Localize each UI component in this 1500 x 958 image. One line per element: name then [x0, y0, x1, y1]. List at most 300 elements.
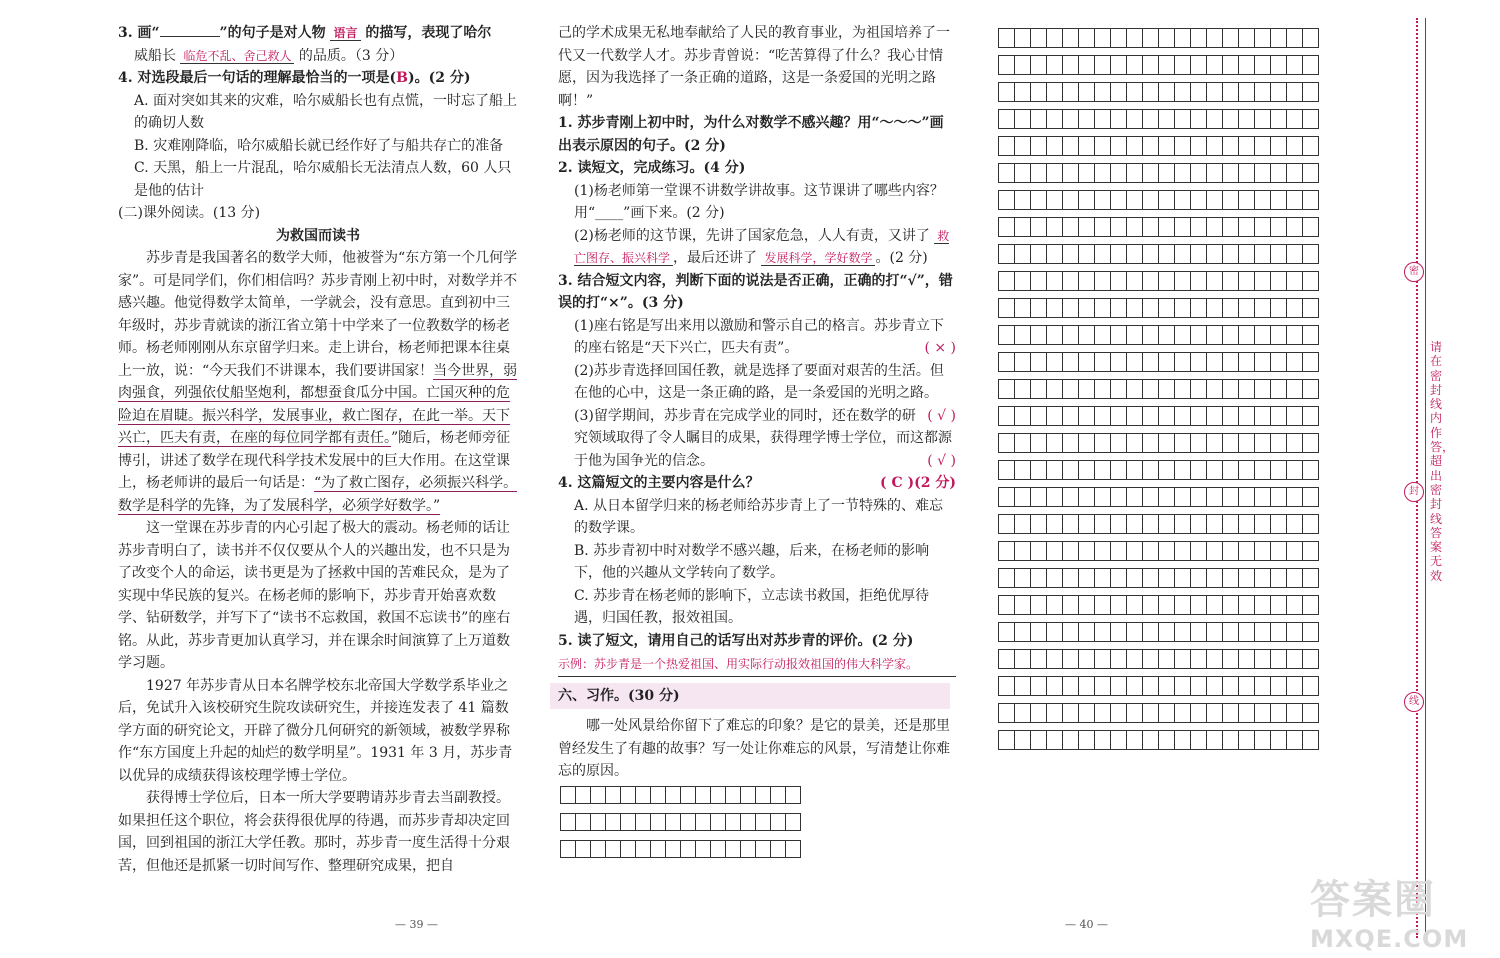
grid-cell[interactable]: [1031, 110, 1047, 129]
grid-cell[interactable]: [1159, 542, 1175, 561]
grid-cell[interactable]: [1063, 461, 1079, 480]
grid-cell[interactable]: [1031, 407, 1047, 426]
grid-cell[interactable]: [1047, 596, 1063, 615]
grid-cell[interactable]: [1239, 488, 1255, 507]
grid-cell[interactable]: [1047, 29, 1063, 48]
grid-cell[interactable]: [1143, 515, 1159, 534]
grid-cell[interactable]: [1079, 677, 1095, 696]
grid-cell[interactable]: [1191, 218, 1207, 237]
grid-cell[interactable]: [1015, 137, 1031, 156]
grid-cell[interactable]: [1063, 623, 1079, 642]
grid-cell[interactable]: [999, 569, 1015, 588]
grid-cell[interactable]: [1047, 245, 1063, 264]
grid-cell[interactable]: [1255, 137, 1271, 156]
grid-cell[interactable]: [1303, 569, 1319, 588]
grid-cell[interactable]: [1255, 623, 1271, 642]
grid-cell[interactable]: [1159, 731, 1175, 750]
grid-cell[interactable]: [1079, 83, 1095, 102]
grid-cell[interactable]: [1239, 731, 1255, 750]
grid-cell[interactable]: [1047, 164, 1063, 183]
grid-cell[interactable]: [1079, 164, 1095, 183]
grid-cell[interactable]: [1255, 596, 1271, 615]
grid-cell[interactable]: [1079, 56, 1095, 75]
grid-cell[interactable]: [756, 787, 771, 804]
grid-cell[interactable]: [1207, 515, 1223, 534]
grid-cell[interactable]: [621, 814, 636, 831]
grid-cell[interactable]: [1111, 515, 1127, 534]
grid-cell[interactable]: [1239, 218, 1255, 237]
grid-cell[interactable]: [1223, 515, 1239, 534]
grid-cell[interactable]: [1159, 650, 1175, 669]
grid-cell[interactable]: [1287, 569, 1303, 588]
grid-cell[interactable]: [1223, 272, 1239, 291]
grid-cell[interactable]: [1175, 380, 1191, 399]
grid-cell[interactable]: [756, 841, 771, 858]
grid-cell[interactable]: [1207, 596, 1223, 615]
grid-cell[interactable]: [1207, 407, 1223, 426]
grid-cell[interactable]: [1143, 596, 1159, 615]
grid-cell[interactable]: [1287, 29, 1303, 48]
grid-cell[interactable]: [1303, 191, 1319, 210]
grid-cell[interactable]: [1015, 191, 1031, 210]
grid-cell[interactable]: [1159, 56, 1175, 75]
grid-cell[interactable]: [1159, 110, 1175, 129]
grid-cell[interactable]: [771, 787, 786, 804]
grid-cell[interactable]: [1127, 569, 1143, 588]
grid-cell[interactable]: [1031, 623, 1047, 642]
grid-cell[interactable]: [1063, 218, 1079, 237]
grid-cell[interactable]: [1015, 299, 1031, 318]
grid-cell[interactable]: [1303, 731, 1319, 750]
grid-cell[interactable]: [1239, 83, 1255, 102]
grid-cell[interactable]: [1015, 461, 1031, 480]
grid-cell[interactable]: [1287, 596, 1303, 615]
grid-cell[interactable]: [1287, 623, 1303, 642]
grid-cell[interactable]: [591, 841, 606, 858]
grid-cell[interactable]: [999, 650, 1015, 669]
grid-cell[interactable]: [1127, 56, 1143, 75]
grid-cell[interactable]: [1143, 731, 1159, 750]
grid-cell[interactable]: [1191, 326, 1207, 345]
grid-cell[interactable]: [1271, 272, 1287, 291]
grid-cell[interactable]: [1271, 191, 1287, 210]
grid-cell[interactable]: [1047, 407, 1063, 426]
grid-cell[interactable]: [1063, 272, 1079, 291]
grid-cell[interactable]: [1175, 218, 1191, 237]
grid-cell[interactable]: [1191, 623, 1207, 642]
grid-cell[interactable]: [1255, 164, 1271, 183]
grid-cell[interactable]: [1079, 515, 1095, 534]
grid-cell[interactable]: [1111, 407, 1127, 426]
grid-cell[interactable]: [1223, 461, 1239, 480]
grid-cell[interactable]: [1127, 83, 1143, 102]
grid-cell[interactable]: [1191, 245, 1207, 264]
grid-cell[interactable]: [1127, 326, 1143, 345]
grid-cell[interactable]: [1015, 110, 1031, 129]
grid-cell[interactable]: [1095, 569, 1111, 588]
grid-cell[interactable]: [999, 218, 1015, 237]
grid-cell[interactable]: [681, 841, 696, 858]
grid-cell[interactable]: [1255, 704, 1271, 723]
grid-cell[interactable]: [1095, 110, 1111, 129]
grid-cell[interactable]: [1047, 218, 1063, 237]
grid-cell[interactable]: [1031, 137, 1047, 156]
grid-cell[interactable]: [1175, 137, 1191, 156]
grid-cell[interactable]: [1159, 272, 1175, 291]
grid-cell[interactable]: [1191, 731, 1207, 750]
grid-cell[interactable]: [1063, 83, 1079, 102]
grid-cell[interactable]: [1159, 326, 1175, 345]
grid-cell[interactable]: [999, 164, 1015, 183]
grid-cell[interactable]: [1111, 488, 1127, 507]
grid-cell[interactable]: [1287, 191, 1303, 210]
grid-cell[interactable]: [1191, 29, 1207, 48]
grid-cell[interactable]: [1047, 515, 1063, 534]
grid-cell[interactable]: [1255, 218, 1271, 237]
grid-cell[interactable]: [1239, 353, 1255, 372]
grid-cell[interactable]: [999, 542, 1015, 561]
grid-cell[interactable]: [1143, 326, 1159, 345]
grid-cell[interactable]: [1063, 137, 1079, 156]
grid-cell[interactable]: [1095, 461, 1111, 480]
grid-cell[interactable]: [1223, 731, 1239, 750]
grid-cell[interactable]: [1287, 353, 1303, 372]
grid-cell[interactable]: [1015, 164, 1031, 183]
grid-cell[interactable]: [1223, 353, 1239, 372]
grid-cell[interactable]: [1207, 461, 1223, 480]
grid-cell[interactable]: [1047, 191, 1063, 210]
writing-grid[interactable]: [998, 28, 1319, 750]
grid-cell[interactable]: [561, 787, 576, 804]
grid-cell[interactable]: [1127, 731, 1143, 750]
grid-cell[interactable]: [741, 841, 756, 858]
grid-cell[interactable]: [1191, 434, 1207, 453]
grid-cell[interactable]: [1207, 488, 1223, 507]
grid-cell[interactable]: [1271, 83, 1287, 102]
grid-cell[interactable]: [1159, 245, 1175, 264]
grid-cell[interactable]: [1191, 83, 1207, 102]
grid-cell[interactable]: [606, 787, 621, 804]
grid-cell[interactable]: [1095, 596, 1111, 615]
grid-cell[interactable]: [999, 731, 1015, 750]
grid-cell[interactable]: [1175, 110, 1191, 129]
grid-cell[interactable]: [606, 841, 621, 858]
grid-cell[interactable]: [576, 787, 591, 804]
grid-cell[interactable]: [666, 814, 681, 831]
grid-cell[interactable]: [1191, 353, 1207, 372]
grid-cell[interactable]: [1303, 461, 1319, 480]
grid-cell[interactable]: [1175, 56, 1191, 75]
grid-cell[interactable]: [1079, 623, 1095, 642]
grid-cell[interactable]: [1255, 245, 1271, 264]
grid-cell[interactable]: [636, 787, 651, 804]
grid-cell[interactable]: [1143, 407, 1159, 426]
grid-cell[interactable]: [1047, 650, 1063, 669]
grid-cell[interactable]: [1159, 461, 1175, 480]
grid-cell[interactable]: [1127, 434, 1143, 453]
grid-cell[interactable]: [1175, 29, 1191, 48]
grid-cell[interactable]: [1143, 137, 1159, 156]
grid-cell[interactable]: [1047, 569, 1063, 588]
grid-cell[interactable]: [1063, 353, 1079, 372]
grid-cell[interactable]: [1095, 353, 1111, 372]
grid-cell[interactable]: [711, 814, 726, 831]
grid-cell[interactable]: [786, 787, 801, 804]
grid-cell[interactable]: [1063, 731, 1079, 750]
grid-cell[interactable]: [1207, 569, 1223, 588]
grid-cell[interactable]: [1175, 731, 1191, 750]
grid-cell[interactable]: [1255, 650, 1271, 669]
grid-cell[interactable]: [1015, 650, 1031, 669]
grid-cell[interactable]: [726, 814, 741, 831]
grid-cell[interactable]: [666, 841, 681, 858]
grid-cell[interactable]: [1079, 110, 1095, 129]
grid-cell[interactable]: [1191, 515, 1207, 534]
grid-cell[interactable]: [681, 814, 696, 831]
grid-cell[interactable]: [1127, 650, 1143, 669]
grid-cell[interactable]: [1015, 380, 1031, 399]
grid-cell[interactable]: [1303, 245, 1319, 264]
grid-cell[interactable]: [1063, 326, 1079, 345]
grid-cell[interactable]: [1255, 488, 1271, 507]
grid-cell[interactable]: [1175, 434, 1191, 453]
grid-cell[interactable]: [1303, 137, 1319, 156]
grid-cell[interactable]: [1255, 677, 1271, 696]
grid-cell[interactable]: [1287, 650, 1303, 669]
grid-cell[interactable]: [726, 841, 741, 858]
grid-cell[interactable]: [999, 596, 1015, 615]
grid-cell[interactable]: [1207, 83, 1223, 102]
grid-cell[interactable]: [1127, 704, 1143, 723]
grid-cell[interactable]: [1175, 353, 1191, 372]
grid-cell[interactable]: [1063, 191, 1079, 210]
grid-cell[interactable]: [561, 841, 576, 858]
grid-cell[interactable]: [1255, 29, 1271, 48]
grid-cell[interactable]: [1223, 542, 1239, 561]
grid-cell[interactable]: [1287, 731, 1303, 750]
grid-cell[interactable]: [1127, 299, 1143, 318]
grid-cell[interactable]: [1287, 542, 1303, 561]
grid-cell[interactable]: [1271, 380, 1287, 399]
grid-cell[interactable]: [1143, 434, 1159, 453]
grid-cell[interactable]: [1079, 380, 1095, 399]
grid-cell[interactable]: [1191, 191, 1207, 210]
grid-cell[interactable]: [1143, 164, 1159, 183]
grid-cell[interactable]: [1159, 164, 1175, 183]
grid-cell[interactable]: [1063, 569, 1079, 588]
grid-cell[interactable]: [1127, 542, 1143, 561]
grid-cell[interactable]: [1015, 731, 1031, 750]
grid-cell[interactable]: [1303, 488, 1319, 507]
grid-cell[interactable]: [1079, 488, 1095, 507]
grid-cell[interactable]: [1015, 515, 1031, 534]
grid-cell[interactable]: [1271, 299, 1287, 318]
grid-cell[interactable]: [1287, 56, 1303, 75]
grid-cell[interactable]: [1207, 542, 1223, 561]
grid-cell[interactable]: [1191, 596, 1207, 615]
grid-cell[interactable]: [1239, 326, 1255, 345]
grid-cell[interactable]: [1239, 56, 1255, 75]
grid-cell[interactable]: [1175, 407, 1191, 426]
grid-cell[interactable]: [1175, 569, 1191, 588]
grid-cell[interactable]: [1159, 677, 1175, 696]
grid-cell[interactable]: [1031, 83, 1047, 102]
grid-cell[interactable]: [711, 841, 726, 858]
grid-cell[interactable]: [1239, 515, 1255, 534]
grid-cell[interactable]: [1239, 434, 1255, 453]
grid-cell[interactable]: [1223, 326, 1239, 345]
grid-cell[interactable]: [1095, 488, 1111, 507]
grid-cell[interactable]: [1271, 407, 1287, 426]
grid-cell[interactable]: [1239, 569, 1255, 588]
grid-cell[interactable]: [1303, 704, 1319, 723]
grid-cell[interactable]: [1127, 623, 1143, 642]
grid-cell[interactable]: [1223, 245, 1239, 264]
grid-cell[interactable]: [1255, 569, 1271, 588]
grid-cell[interactable]: [1271, 515, 1287, 534]
grid-cell[interactable]: [1207, 299, 1223, 318]
grid-cell[interactable]: [1223, 704, 1239, 723]
grid-cell[interactable]: [1271, 704, 1287, 723]
grid-cell[interactable]: [1175, 326, 1191, 345]
grid-cell[interactable]: [1047, 326, 1063, 345]
grid-cell[interactable]: [1063, 542, 1079, 561]
grid-cell[interactable]: [999, 407, 1015, 426]
grid-cell[interactable]: [1047, 56, 1063, 75]
grid-cell[interactable]: [1239, 677, 1255, 696]
grid-cell[interactable]: [1191, 569, 1207, 588]
grid-cell[interactable]: [666, 787, 681, 804]
grid-cell[interactable]: [1175, 515, 1191, 534]
grid-cell[interactable]: [1063, 164, 1079, 183]
grid-cell[interactable]: [1063, 650, 1079, 669]
grid-cell[interactable]: [1095, 164, 1111, 183]
grid-cell[interactable]: [1127, 596, 1143, 615]
grid-cell[interactable]: [1175, 677, 1191, 696]
grid-cell[interactable]: [1207, 191, 1223, 210]
grid-cell[interactable]: [1079, 245, 1095, 264]
grid-cell[interactable]: [1143, 677, 1159, 696]
grid-cell[interactable]: [999, 29, 1015, 48]
grid-cell[interactable]: [1255, 272, 1271, 291]
grid-cell[interactable]: [1207, 677, 1223, 696]
grid-cell[interactable]: [1159, 596, 1175, 615]
grid-cell[interactable]: [1095, 515, 1111, 534]
grid-cell[interactable]: [1111, 164, 1127, 183]
grid-cell[interactable]: [1223, 191, 1239, 210]
grid-cell[interactable]: [1031, 191, 1047, 210]
grid-cell[interactable]: [1175, 83, 1191, 102]
grid-cell[interactable]: [786, 814, 801, 831]
grid-cell[interactable]: [1063, 380, 1079, 399]
grid-cell[interactable]: [1191, 164, 1207, 183]
grid-cell[interactable]: [1111, 461, 1127, 480]
grid-cell[interactable]: [1143, 461, 1159, 480]
grid-cell[interactable]: [1127, 110, 1143, 129]
grid-cell[interactable]: [1079, 218, 1095, 237]
grid-cell[interactable]: [1175, 542, 1191, 561]
grid-cell[interactable]: [1095, 218, 1111, 237]
grid-cell[interactable]: [1047, 299, 1063, 318]
grid-cell[interactable]: [1015, 569, 1031, 588]
grid-cell[interactable]: [1191, 56, 1207, 75]
grid-cell[interactable]: [1239, 164, 1255, 183]
grid-cell[interactable]: [1111, 542, 1127, 561]
grid-cell[interactable]: [999, 272, 1015, 291]
grid-cell[interactable]: [1271, 56, 1287, 75]
grid-cell[interactable]: [1287, 434, 1303, 453]
grid-cell[interactable]: [1111, 704, 1127, 723]
grid-cell[interactable]: [1111, 650, 1127, 669]
grid-cell[interactable]: [1063, 515, 1079, 534]
grid-cell[interactable]: [1063, 245, 1079, 264]
grid-cell[interactable]: [651, 814, 666, 831]
grid-cell[interactable]: [1079, 299, 1095, 318]
grid-cell[interactable]: [1175, 623, 1191, 642]
grid-cell[interactable]: [1207, 164, 1223, 183]
grid-cell[interactable]: [1239, 137, 1255, 156]
grid-cell[interactable]: [1239, 110, 1255, 129]
grid-cell[interactable]: [1287, 245, 1303, 264]
grid-cell[interactable]: [1143, 380, 1159, 399]
grid-cell[interactable]: [1303, 299, 1319, 318]
grid-cell[interactable]: [1271, 137, 1287, 156]
grid-cell[interactable]: [1223, 569, 1239, 588]
grid-cell[interactable]: [1143, 191, 1159, 210]
grid-cell[interactable]: [1031, 326, 1047, 345]
grid-cell[interactable]: [1303, 380, 1319, 399]
grid-cell[interactable]: [1159, 569, 1175, 588]
grid-cell[interactable]: [999, 461, 1015, 480]
grid-cell[interactable]: [999, 245, 1015, 264]
grid-cell[interactable]: [1111, 218, 1127, 237]
grid-cell[interactable]: [1287, 110, 1303, 129]
grid-cell[interactable]: [1095, 650, 1111, 669]
grid-cell[interactable]: [1095, 56, 1111, 75]
grid-cell[interactable]: [1031, 299, 1047, 318]
grid-cell[interactable]: [999, 56, 1015, 75]
grid-cell[interactable]: [1015, 218, 1031, 237]
grid-cell[interactable]: [741, 814, 756, 831]
grid-cell[interactable]: [1255, 542, 1271, 561]
grid-cell[interactable]: [651, 841, 666, 858]
grid-cell[interactable]: [1079, 596, 1095, 615]
grid-cell[interactable]: [1063, 56, 1079, 75]
grid-cell[interactable]: [1111, 191, 1127, 210]
grid-cell[interactable]: [1095, 272, 1111, 291]
grid-cell[interactable]: [1095, 137, 1111, 156]
grid-cell[interactable]: [1031, 596, 1047, 615]
grid-cell[interactable]: [1287, 380, 1303, 399]
grid-cell[interactable]: [1111, 56, 1127, 75]
grid-cell[interactable]: [1047, 488, 1063, 507]
grid-cell[interactable]: [1303, 407, 1319, 426]
grid-cell[interactable]: [1271, 623, 1287, 642]
grid-cell[interactable]: [1271, 569, 1287, 588]
grid-cell[interactable]: [1111, 623, 1127, 642]
grid-cell[interactable]: [1031, 245, 1047, 264]
grid-cell[interactable]: [1191, 272, 1207, 291]
grid-cell[interactable]: [1287, 326, 1303, 345]
grid-cell[interactable]: [1127, 137, 1143, 156]
grid-cell[interactable]: [1255, 461, 1271, 480]
grid-cell[interactable]: [1095, 191, 1111, 210]
grid-cell[interactable]: [651, 787, 666, 804]
grid-cell[interactable]: [1287, 461, 1303, 480]
grid-cell[interactable]: [1239, 380, 1255, 399]
grid-cell[interactable]: [1159, 515, 1175, 534]
grid-cell[interactable]: [1255, 731, 1271, 750]
